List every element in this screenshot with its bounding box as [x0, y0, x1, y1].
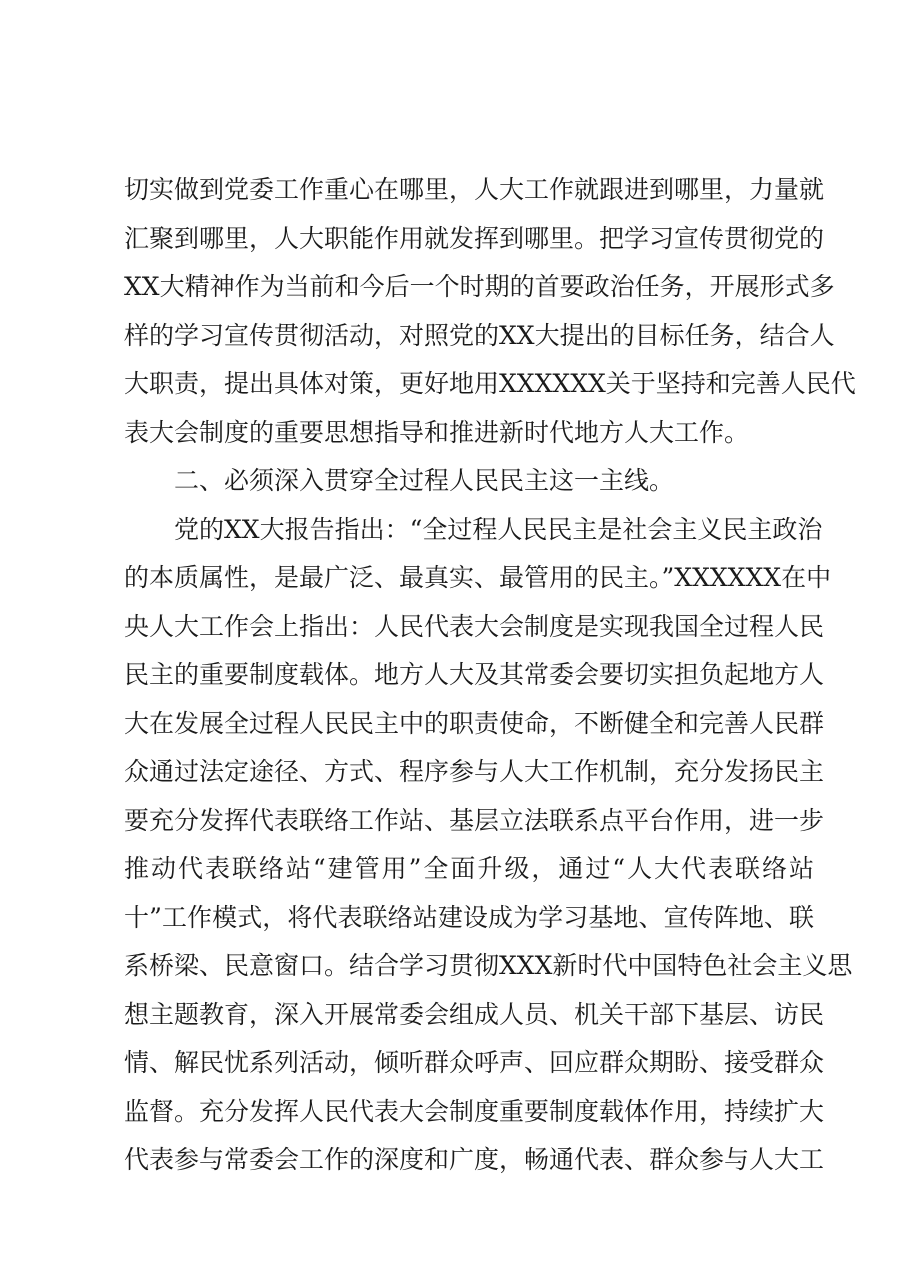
text-line-14: 要充分发挥代表联络工作站、基层立法联系点平台作用，进一步 — [124, 805, 825, 835]
text-line-16: 十”工作模式，将代表联络站建设成为学习基地、宣传阵地、联 — [124, 902, 814, 932]
text-line-19: 情、解民忧系列活动，倾听群众呼声、回应群众期盼、接受群众 — [124, 1048, 825, 1077]
text-line-10: 央人大工作会上指出：人民代表大会制度是实现我国全过程人民 — [124, 611, 825, 641]
text-line-20: 监督。充分发挥人民代表大会制度重要制度载体作用，持续扩大 — [124, 1096, 825, 1126]
text-line-17: 系桥梁、民意窗口。结合学习贯彻XXX新时代中国特色社会主义思 — [124, 951, 853, 980]
text-line-15: 推动代表联络站“建管用”全面升级，通过“人大代表联络站 — [124, 854, 814, 883]
text-line-8: 党的XX大报告指出：“全过程人民民主是社会主义民主政治 — [174, 514, 823, 544]
text-line-6: 表大会制度的重要思想指导和推进新时代地方人大工作。 — [124, 417, 750, 447]
section-heading: 二、必须深入贯穿全过程人民民主这一主线。 — [174, 466, 675, 495]
text-line-5: 大职责，提出具体对策，更好地用XXXXXX关于坚持和完善人民代 — [124, 369, 856, 398]
text-line-3: XX大精神作为当前和今后一个时期的首要政治任务，开展形式多 — [124, 272, 835, 301]
text-line-4: 样的学习宣传贯彻活动，对照党的XX大提出的目标任务，结合人 — [124, 320, 835, 350]
text-line-18: 想主题教育，深入开展常委会组成人员、机关干部下基层、访民 — [124, 999, 825, 1029]
text-line-9: 的本质属性，是最广泛、最真实、最管用的民主。”XXXXXX在中 — [124, 563, 832, 592]
text-line-11: 民主的重要制度载体。地方人大及其常委会要切实担负起地方人 — [124, 660, 825, 689]
text-line-21: 代表参与常委会工作的深度和广度，畅通代表、群众参与人大工 — [124, 1145, 825, 1174]
text-line-1: 切实做到党委工作重心在哪里，人大工作就跟进到哪里，力量就 — [124, 175, 825, 204]
text-line-13: 众通过法定途径、方式、程序参与人大工作机制，充分发扬民主 — [124, 757, 825, 786]
body-text — [124, 166, 856, 1185]
text-line-12: 大在发展全过程人民民主中的职责使命，不断健全和完善人民群 — [124, 708, 825, 738]
text-line-2: 汇聚到哪里，人大职能作用就发挥到哪里。把学习宣传贯彻党的 — [124, 223, 825, 253]
